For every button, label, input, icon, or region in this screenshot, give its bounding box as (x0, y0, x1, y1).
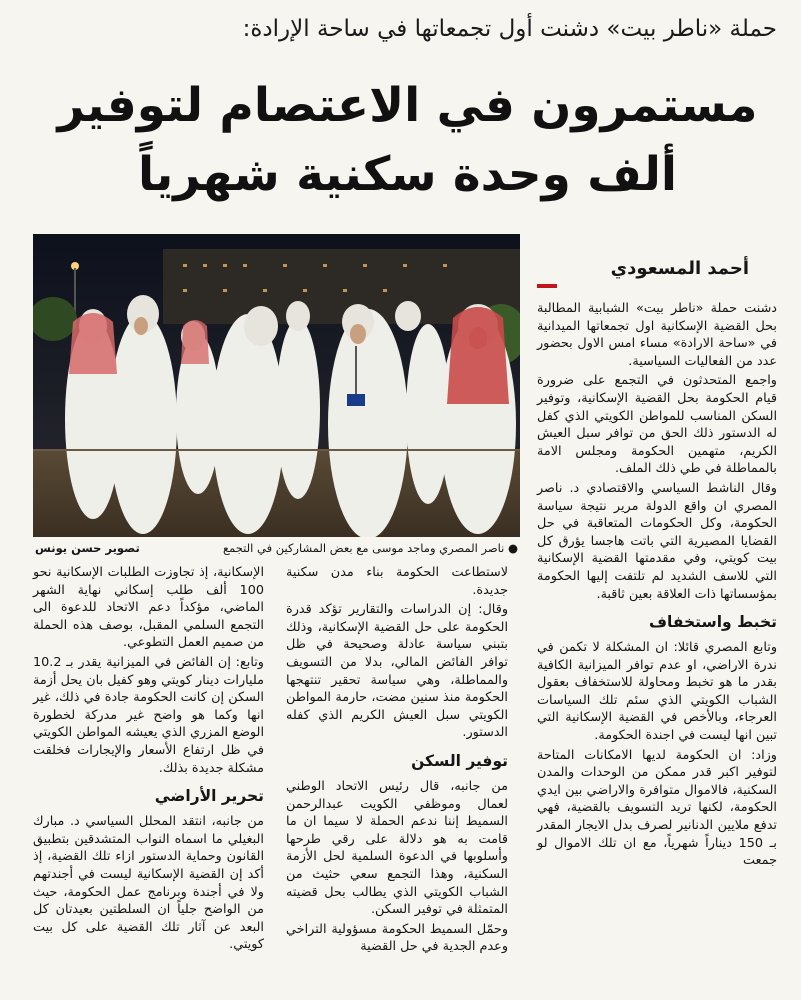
paragraph: وزاد: ان الحكومة لديها الامكانات المتاحة لتوفير اكبر قدر ممكن من الوحدات والمدن السكنية، فالاموال متوافرة والاراضي بين ايدي الحكومة، لكنها تريد التسويف بالقضية، فهي تدفع ملايين الدنانير لصرف بدل الايجار المقدر بـ 150 ديناراً شهرياً، مع ان تلك الاموال لو جمعت (537, 747, 777, 869)
paragraph: وتابع المصري قائلا: ان المشكلة لا تكمن في ندرة الاراضي، او عدم توافر الميزانية الكافية بقدر ما هو تخبط ومحاولة للاستخفاف بعقول الشباب الكويتي الذي سئم تلك السياسات العرجاء، وبالأخص في القضية الإسكانية التي تبين انها ليست في اجندة الحكومة. (537, 640, 777, 744)
article-column-right (537, 300, 777, 872)
author-name: أحمد المسعودي (610, 258, 749, 279)
kicker-headline: حملة «ناطر بيت» دشنت أول تجمعاتها في ساحة الإرادة: (242, 16, 777, 42)
subheading: توفير السكن (411, 751, 508, 770)
paragraph: وقال الناشط السياسي والاقتصادي د. ناصر المصري ان واقع الدولة مرير نتيجة سياسة الحكومة، وكل الحكومات المتعاقبة في حل القضايا المصيرية التي باتت هاجسا يؤرق كل بيت كويتي، وفي مقدمتها القضية الإسكانية التي للاسف الشديد لم تلتفت إليها الحكومة بمؤسساتها ذات العلاقة بعين ثاقبة. (537, 480, 777, 602)
paragraph: لاستطاعت الحكومة بناء مدن سكنية جديدة. (286, 565, 508, 598)
subheading: تحرير الأراضي (154, 787, 264, 806)
byline (537, 254, 777, 288)
paragraph: من جانبه، انتقد المحلل السياسي د. مبارك البغيلي ما اسماه النواب المتشدقين بتطبيق القانون وحماية الدستور ازاء تلك القضية، إذ أكد إن القضية الإسكانية ليست في أجندتهم ولا في أجندة وبرنامج عمل الحكومة، حيث من الواضح جلياً ان السلطتين بعيدتان كل البعد عن آثار تلك القضية على كل بيت كويتي. (33, 814, 264, 953)
photo-credit: تصوير حسن يونس (35, 541, 140, 555)
paragraph: وتابع: إن الفائض في الميزانية يقدر بـ 10.2 مليارات دينار كويتي وهو كفيل بان يحل أزمة السكن إن كانت الحكومة جادة في ذلك، غير انها وكما هو واضح غير مدركة لخطورة الوضع المزري الذي يعيشه المواطن الكويتي في ظل ارتفاع الأسعار والإيجارات فخلقت مشكلة جديدة بذلك. (33, 654, 264, 776)
paragraph: وقال: إن الدراسات والتقارير تؤكد قدرة الحكومة على حل القضية الإسكانية، وذلك بتبني سياسة عادلة وصحيحة في ظل توافر الفائض المالي، بدلا من التسويف والمماطلة، وهي سياسة تحقير تنتهجها الحكومة منذ سنين مضت، حارمة المواطن الكويتي سبل العيش الكريم الذي كفله الدستور. (286, 602, 508, 741)
paragraph: دشنت حملة «ناطر بيت» الشبابية المطالبة بحل القضية الإسكانية اول تجمعاتها الميدانية في «ساحة الارادة» مساء امس الاول بحضور عدد من الفعاليات السياسية. (537, 301, 777, 369)
photo-illustration (33, 234, 520, 537)
paragraph: من جانبه، قال رئيس الاتحاد الوطني لعمال وموظفي الكويت عبدالرحمن السميط إننا ندعم الحملة لا سيما ان ما قامت به هو دلالة على رقي طرحها وأسلوبها في الدعوة السلمية لحل الأزمة السكنية، وهذا التجمع سعي حثيث من الشباب الكويتي الذي يطالب بحل قضيته المتمثلة في توفير السكن. (286, 778, 508, 918)
article-column-middle (286, 564, 508, 958)
paragraph: واجمع المتحدثون في التجمع على ضرورة قيام الحكومة بحل القضية الإسكانية، وتوفير السكن المناسب للمواطن الكويتي الذي كفل له الدستور ذلك الحق من توافر سبل العيش الكريم، متهمين الحكومة ومجلس الامة بالمماطلة في طي ذلك الملف. (537, 373, 777, 477)
photo-caption: ● ناصر المصري وماجد موسى مع بعض المشاركين في التجمع (222, 541, 518, 555)
headline-line-2: ألف وحدة سكنية شهرياً (137, 147, 677, 202)
news-photo (33, 234, 520, 537)
paragraph: وحمّل السميط الحكومة مسؤولية التراخي وعدم الجدية في حل القضية (286, 921, 508, 955)
paragraph: الإسكانية، إذ تجاوزت الطلبات الإسكانية نحو 100 ألف طلب إسكاني نهاية الشهر الماضي، مؤكداً دعم الاتحاد للدعوة الى التجمع السلمي المقبل، بوصف هذه الحملة من صميم العمل التطوعي. (33, 565, 264, 651)
headline-line-1: مستمرون في الاعتصام لتوفير (57, 78, 758, 133)
byline-rule (537, 284, 557, 288)
article-column-left (33, 564, 264, 956)
subheading: تخبط واستخفاف (649, 613, 777, 632)
photo-caption-bar (33, 539, 520, 557)
